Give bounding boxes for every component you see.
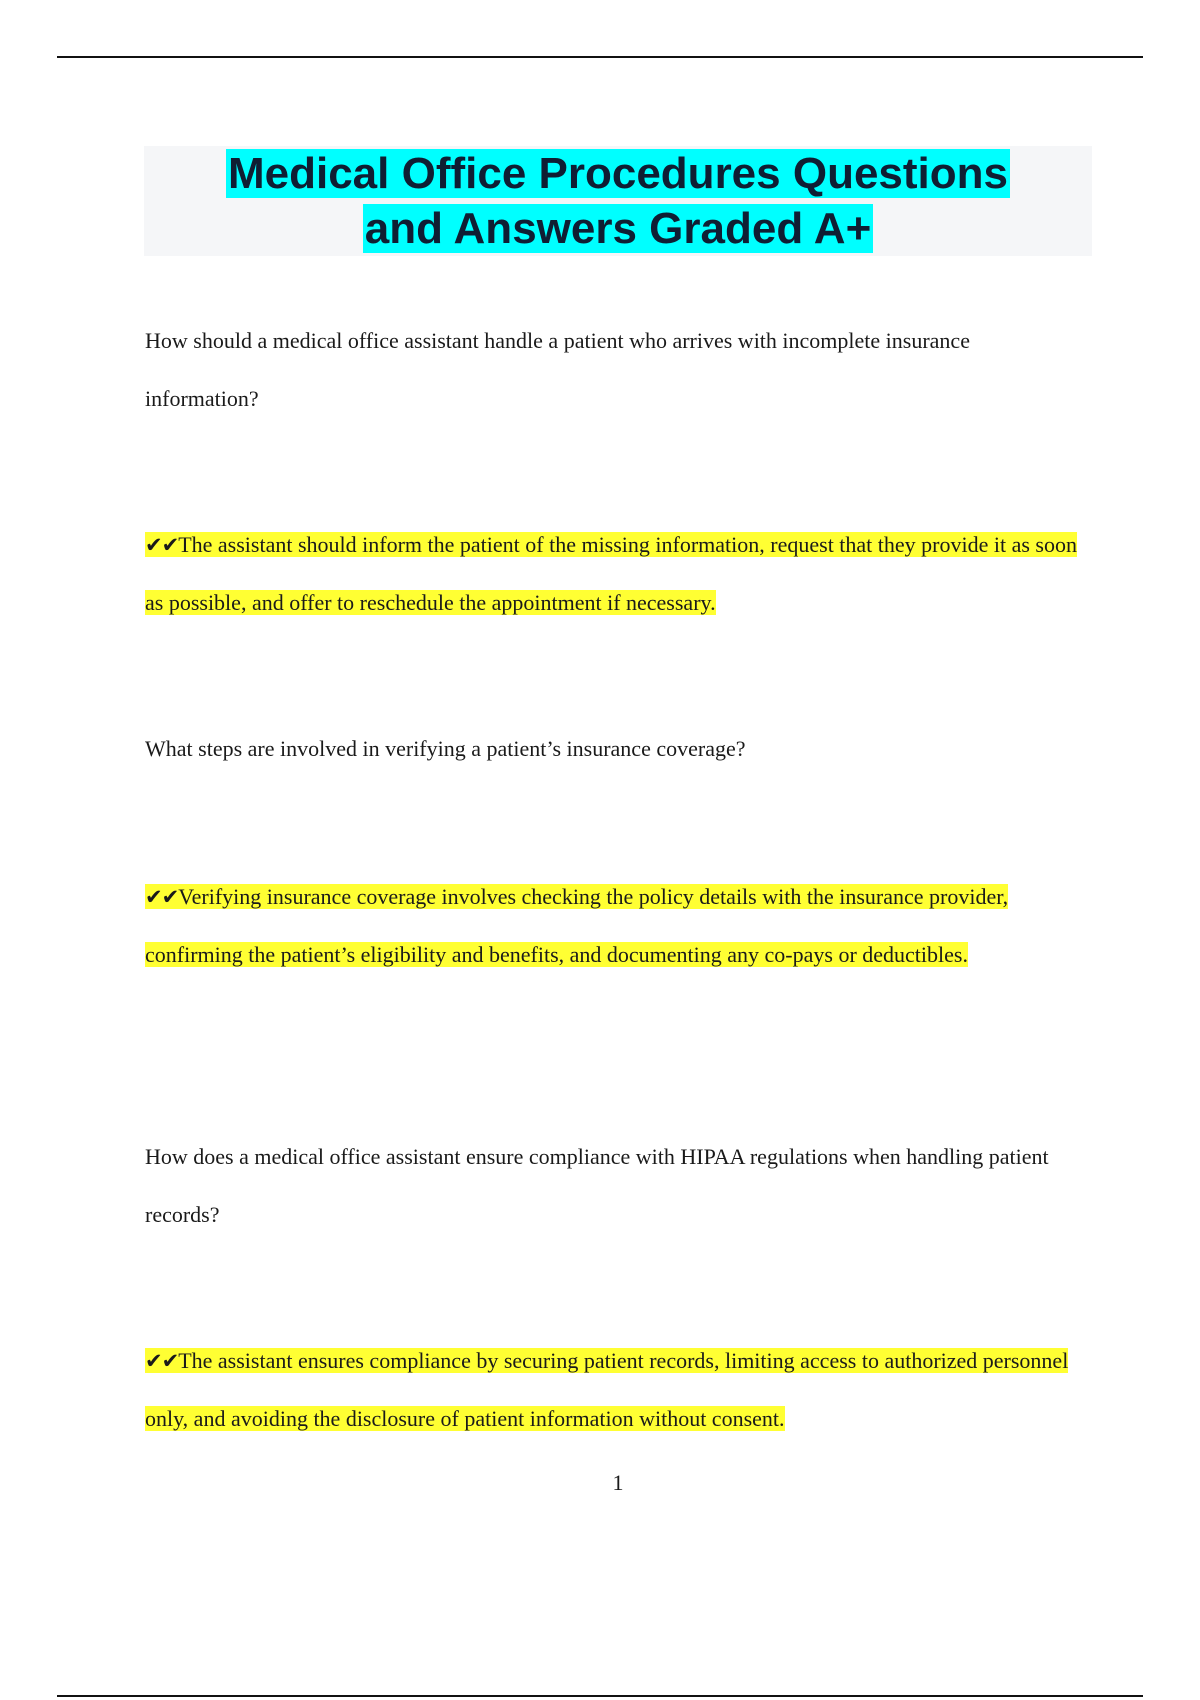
answer-3-text: The assistant ensures compliance by securing patient records, limiting access to authorized personnel only, and avoiding the disclosure of patient information without consent. <box>145 1348 1069 1431</box>
answer-2-text: Verifying insurance coverage involves checking the policy details with the insurance provider, confirming the patient’s eligibility and benefits, and documenting any co-pays or deductibles. <box>145 884 1009 967</box>
title-line-1: Medical Office Procedures Questions <box>227 149 1008 198</box>
check-mark-icon: ✔✔ <box>145 1349 179 1373</box>
question-2-text: What steps are involved in verifying a patient’s insurance coverage? <box>145 736 746 761</box>
bottom-rule <box>57 1695 1143 1697</box>
check-mark-icon: ✔✔ <box>145 533 179 557</box>
check-mark-icon: ✔✔ <box>145 885 179 909</box>
answer-2 <box>145 868 1085 984</box>
title-line-2: and Answers Graded A+ <box>364 204 872 253</box>
top-rule <box>57 56 1143 58</box>
question-1-text: How should a medical office assistant handle a patient who arrives with incomplete insurance information? <box>145 328 970 411</box>
document-title <box>144 146 1092 256</box>
answer-1 <box>145 516 1085 632</box>
question-3 <box>145 1128 1085 1244</box>
page-number: 1 <box>612 1470 624 1495</box>
question-1 <box>145 312 1085 428</box>
question-2 <box>145 720 1085 778</box>
answer-3 <box>145 1332 1085 1448</box>
question-3-text: How does a medical office assistant ensure compliance with HIPAA regulations when handling patient records? <box>145 1144 1049 1227</box>
answer-1-text: The assistant should inform the patient of the missing information, request that they provide it as soon as possible, and offer to reschedule the appointment if necessary. <box>145 532 1077 615</box>
